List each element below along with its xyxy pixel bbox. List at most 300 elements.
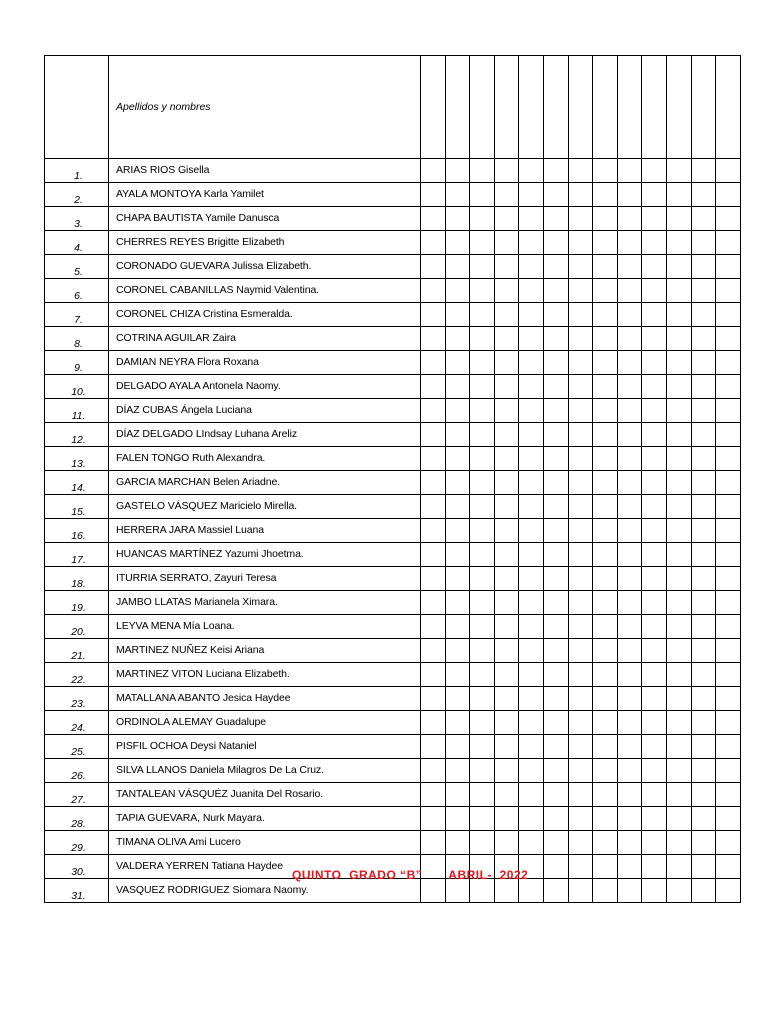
attendance-mark-cell[interactable]	[519, 807, 544, 831]
attendance-mark-cell[interactable]	[543, 207, 568, 231]
attendance-mark-cell[interactable]	[421, 807, 446, 831]
attendance-mark-cell[interactable]	[543, 327, 568, 351]
attendance-mark-cell[interactable]	[642, 831, 667, 855]
attendance-mark-cell[interactable]	[642, 351, 667, 375]
attendance-mark-cell[interactable]	[494, 399, 519, 423]
attendance-mark-cell[interactable]	[617, 303, 642, 327]
attendance-mark-cell[interactable]	[519, 687, 544, 711]
attendance-mark-cell[interactable]	[568, 879, 593, 903]
attendance-mark-cell[interactable]	[470, 447, 495, 471]
attendance-mark-cell[interactable]	[642, 471, 667, 495]
attendance-mark-cell[interactable]	[642, 591, 667, 615]
attendance-mark-cell[interactable]	[691, 663, 716, 687]
attendance-mark-cell[interactable]	[421, 303, 446, 327]
attendance-mark-cell[interactable]	[617, 567, 642, 591]
attendance-mark-cell[interactable]	[543, 303, 568, 327]
attendance-mark-cell[interactable]	[470, 567, 495, 591]
attendance-mark-cell[interactable]	[617, 807, 642, 831]
attendance-mark-cell[interactable]	[519, 327, 544, 351]
attendance-mark-cell[interactable]	[494, 831, 519, 855]
attendance-mark-cell[interactable]	[543, 591, 568, 615]
attendance-mark-cell[interactable]	[593, 783, 618, 807]
attendance-mark-cell[interactable]	[568, 207, 593, 231]
attendance-mark-cell[interactable]	[642, 399, 667, 423]
attendance-mark-cell[interactable]	[519, 567, 544, 591]
attendance-mark-cell[interactable]	[519, 183, 544, 207]
attendance-mark-cell[interactable]	[421, 399, 446, 423]
attendance-mark-cell[interactable]	[421, 495, 446, 519]
attendance-mark-cell[interactable]	[666, 615, 691, 639]
attendance-mark-cell[interactable]	[519, 231, 544, 255]
attendance-mark-cell[interactable]	[494, 447, 519, 471]
attendance-mark-cell[interactable]	[445, 423, 470, 447]
attendance-mark-cell[interactable]	[716, 183, 741, 207]
attendance-mark-cell[interactable]	[543, 375, 568, 399]
attendance-mark-cell[interactable]	[666, 495, 691, 519]
attendance-mark-cell[interactable]	[716, 735, 741, 759]
attendance-mark-cell[interactable]	[716, 279, 741, 303]
attendance-mark-cell[interactable]	[642, 375, 667, 399]
attendance-mark-cell[interactable]	[494, 711, 519, 735]
attendance-mark-cell[interactable]	[691, 519, 716, 543]
attendance-mark-cell[interactable]	[691, 423, 716, 447]
attendance-mark-cell[interactable]	[617, 255, 642, 279]
attendance-mark-cell[interactable]	[716, 615, 741, 639]
attendance-mark-cell[interactable]	[470, 879, 495, 903]
attendance-mark-cell[interactable]	[519, 831, 544, 855]
attendance-mark-cell[interactable]	[445, 279, 470, 303]
attendance-mark-cell[interactable]	[445, 567, 470, 591]
attendance-mark-cell[interactable]	[617, 615, 642, 639]
attendance-mark-cell[interactable]	[519, 663, 544, 687]
attendance-mark-cell[interactable]	[691, 255, 716, 279]
attendance-mark-cell[interactable]	[642, 855, 667, 879]
attendance-mark-cell[interactable]	[617, 471, 642, 495]
attendance-mark-cell[interactable]	[568, 687, 593, 711]
attendance-mark-cell[interactable]	[445, 303, 470, 327]
attendance-mark-cell[interactable]	[470, 711, 495, 735]
attendance-mark-cell[interactable]	[593, 591, 618, 615]
attendance-mark-cell[interactable]	[494, 687, 519, 711]
attendance-mark-cell[interactable]	[691, 447, 716, 471]
attendance-mark-cell[interactable]	[568, 615, 593, 639]
attendance-mark-cell[interactable]	[617, 639, 642, 663]
attendance-mark-cell[interactable]	[470, 279, 495, 303]
attendance-mark-cell[interactable]	[691, 687, 716, 711]
attendance-mark-cell[interactable]	[593, 447, 618, 471]
attendance-mark-cell[interactable]	[568, 711, 593, 735]
attendance-mark-cell[interactable]	[716, 255, 741, 279]
attendance-mark-cell[interactable]	[716, 471, 741, 495]
attendance-mark-cell[interactable]	[666, 711, 691, 735]
attendance-mark-cell[interactable]	[543, 711, 568, 735]
attendance-mark-cell[interactable]	[691, 303, 716, 327]
attendance-mark-cell[interactable]	[666, 375, 691, 399]
attendance-mark-cell[interactable]	[494, 231, 519, 255]
attendance-mark-cell[interactable]	[617, 495, 642, 519]
attendance-mark-cell[interactable]	[691, 207, 716, 231]
attendance-mark-cell[interactable]	[421, 615, 446, 639]
attendance-mark-cell[interactable]	[593, 687, 618, 711]
attendance-mark-cell[interactable]	[445, 351, 470, 375]
attendance-mark-cell[interactable]	[421, 423, 446, 447]
attendance-mark-cell[interactable]	[642, 543, 667, 567]
attendance-mark-cell[interactable]	[642, 735, 667, 759]
attendance-mark-cell[interactable]	[421, 231, 446, 255]
attendance-mark-cell[interactable]	[470, 303, 495, 327]
attendance-mark-cell[interactable]	[593, 807, 618, 831]
attendance-mark-cell[interactable]	[543, 351, 568, 375]
attendance-mark-cell[interactable]	[543, 423, 568, 447]
attendance-mark-cell[interactable]	[617, 543, 642, 567]
attendance-mark-cell[interactable]	[666, 471, 691, 495]
attendance-mark-cell[interactable]	[666, 351, 691, 375]
attendance-mark-cell[interactable]	[568, 567, 593, 591]
attendance-mark-cell[interactable]	[470, 231, 495, 255]
attendance-mark-cell[interactable]	[494, 159, 519, 183]
attendance-mark-cell[interactable]	[445, 879, 470, 903]
attendance-mark-cell[interactable]	[470, 759, 495, 783]
attendance-mark-cell[interactable]	[470, 687, 495, 711]
attendance-mark-cell[interactable]	[593, 351, 618, 375]
attendance-mark-cell[interactable]	[421, 519, 446, 543]
attendance-mark-cell[interactable]	[642, 423, 667, 447]
attendance-mark-cell[interactable]	[691, 615, 716, 639]
attendance-mark-cell[interactable]	[470, 591, 495, 615]
attendance-mark-cell[interactable]	[421, 159, 446, 183]
attendance-mark-cell[interactable]	[593, 663, 618, 687]
attendance-mark-cell[interactable]	[617, 687, 642, 711]
attendance-mark-cell[interactable]	[470, 327, 495, 351]
attendance-mark-cell[interactable]	[543, 663, 568, 687]
attendance-mark-cell[interactable]	[494, 615, 519, 639]
attendance-mark-cell[interactable]	[445, 783, 470, 807]
attendance-mark-cell[interactable]	[470, 471, 495, 495]
attendance-mark-cell[interactable]	[642, 615, 667, 639]
attendance-mark-cell[interactable]	[568, 447, 593, 471]
attendance-mark-cell[interactable]	[642, 183, 667, 207]
attendance-mark-cell[interactable]	[445, 519, 470, 543]
attendance-mark-cell[interactable]	[617, 183, 642, 207]
attendance-mark-cell[interactable]	[421, 351, 446, 375]
attendance-mark-cell[interactable]	[421, 543, 446, 567]
attendance-mark-cell[interactable]	[716, 687, 741, 711]
attendance-mark-cell[interactable]	[568, 735, 593, 759]
attendance-mark-cell[interactable]	[445, 735, 470, 759]
attendance-mark-cell[interactable]	[543, 567, 568, 591]
attendance-mark-cell[interactable]	[593, 303, 618, 327]
attendance-mark-cell[interactable]	[494, 663, 519, 687]
attendance-mark-cell[interactable]	[642, 159, 667, 183]
attendance-mark-cell[interactable]	[519, 375, 544, 399]
attendance-mark-cell[interactable]	[691, 543, 716, 567]
attendance-mark-cell[interactable]	[445, 543, 470, 567]
attendance-mark-cell[interactable]	[666, 879, 691, 903]
attendance-mark-cell[interactable]	[494, 519, 519, 543]
attendance-mark-cell[interactable]	[568, 255, 593, 279]
attendance-mark-cell[interactable]	[642, 327, 667, 351]
attendance-mark-cell[interactable]	[642, 231, 667, 255]
attendance-mark-cell[interactable]	[470, 495, 495, 519]
attendance-mark-cell[interactable]	[716, 351, 741, 375]
attendance-mark-cell[interactable]	[593, 639, 618, 663]
attendance-mark-cell[interactable]	[470, 255, 495, 279]
attendance-mark-cell[interactable]	[593, 615, 618, 639]
attendance-mark-cell[interactable]	[617, 375, 642, 399]
attendance-mark-cell[interactable]	[691, 567, 716, 591]
attendance-mark-cell[interactable]	[691, 855, 716, 879]
attendance-mark-cell[interactable]	[519, 759, 544, 783]
attendance-mark-cell[interactable]	[716, 447, 741, 471]
attendance-mark-cell[interactable]	[494, 735, 519, 759]
attendance-mark-cell[interactable]	[666, 207, 691, 231]
attendance-mark-cell[interactable]	[421, 663, 446, 687]
attendance-mark-cell[interactable]	[470, 831, 495, 855]
attendance-mark-cell[interactable]	[691, 375, 716, 399]
attendance-mark-cell[interactable]	[445, 231, 470, 255]
attendance-mark-cell[interactable]	[593, 735, 618, 759]
attendance-mark-cell[interactable]	[470, 615, 495, 639]
attendance-mark-cell[interactable]	[691, 807, 716, 831]
attendance-mark-cell[interactable]	[666, 255, 691, 279]
attendance-mark-cell[interactable]	[519, 159, 544, 183]
attendance-mark-cell[interactable]	[421, 255, 446, 279]
attendance-mark-cell[interactable]	[543, 447, 568, 471]
attendance-mark-cell[interactable]	[519, 615, 544, 639]
attendance-mark-cell[interactable]	[716, 783, 741, 807]
attendance-mark-cell[interactable]	[421, 879, 446, 903]
attendance-mark-cell[interactable]	[593, 471, 618, 495]
attendance-mark-cell[interactable]	[691, 783, 716, 807]
attendance-mark-cell[interactable]	[519, 639, 544, 663]
attendance-mark-cell[interactable]	[494, 375, 519, 399]
attendance-mark-cell[interactable]	[494, 279, 519, 303]
attendance-mark-cell[interactable]	[445, 759, 470, 783]
attendance-mark-cell[interactable]	[543, 543, 568, 567]
attendance-mark-cell[interactable]	[519, 783, 544, 807]
attendance-mark-cell[interactable]	[593, 375, 618, 399]
attendance-mark-cell[interactable]	[716, 759, 741, 783]
attendance-mark-cell[interactable]	[421, 447, 446, 471]
attendance-mark-cell[interactable]	[519, 255, 544, 279]
attendance-mark-cell[interactable]	[445, 711, 470, 735]
attendance-mark-cell[interactable]	[617, 327, 642, 351]
attendance-mark-cell[interactable]	[642, 255, 667, 279]
attendance-mark-cell[interactable]	[593, 399, 618, 423]
attendance-mark-cell[interactable]	[470, 207, 495, 231]
attendance-mark-cell[interactable]	[642, 303, 667, 327]
attendance-mark-cell[interactable]	[445, 831, 470, 855]
attendance-mark-cell[interactable]	[716, 567, 741, 591]
attendance-mark-cell[interactable]	[642, 687, 667, 711]
attendance-mark-cell[interactable]	[543, 831, 568, 855]
attendance-mark-cell[interactable]	[470, 183, 495, 207]
attendance-mark-cell[interactable]	[445, 255, 470, 279]
attendance-mark-cell[interactable]	[568, 855, 593, 879]
attendance-mark-cell[interactable]	[716, 663, 741, 687]
attendance-mark-cell[interactable]	[543, 495, 568, 519]
attendance-mark-cell[interactable]	[519, 399, 544, 423]
attendance-mark-cell[interactable]	[543, 159, 568, 183]
attendance-mark-cell[interactable]	[519, 447, 544, 471]
attendance-mark-cell[interactable]	[543, 687, 568, 711]
attendance-mark-cell[interactable]	[716, 543, 741, 567]
attendance-mark-cell[interactable]	[691, 279, 716, 303]
attendance-mark-cell[interactable]	[494, 303, 519, 327]
attendance-mark-cell[interactable]	[666, 783, 691, 807]
attendance-mark-cell[interactable]	[593, 855, 618, 879]
attendance-mark-cell[interactable]	[568, 783, 593, 807]
attendance-mark-cell[interactable]	[691, 471, 716, 495]
attendance-mark-cell[interactable]	[470, 543, 495, 567]
attendance-mark-cell[interactable]	[593, 207, 618, 231]
attendance-mark-cell[interactable]	[568, 231, 593, 255]
attendance-mark-cell[interactable]	[445, 495, 470, 519]
attendance-mark-cell[interactable]	[494, 255, 519, 279]
attendance-mark-cell[interactable]	[568, 399, 593, 423]
attendance-mark-cell[interactable]	[593, 711, 618, 735]
attendance-mark-cell[interactable]	[617, 231, 642, 255]
attendance-mark-cell[interactable]	[691, 711, 716, 735]
attendance-mark-cell[interactable]	[593, 543, 618, 567]
attendance-mark-cell[interactable]	[568, 471, 593, 495]
attendance-mark-cell[interactable]	[470, 663, 495, 687]
attendance-mark-cell[interactable]	[642, 447, 667, 471]
attendance-mark-cell[interactable]	[519, 423, 544, 447]
attendance-mark-cell[interactable]	[666, 807, 691, 831]
attendance-mark-cell[interactable]	[470, 519, 495, 543]
attendance-mark-cell[interactable]	[716, 207, 741, 231]
attendance-mark-cell[interactable]	[543, 759, 568, 783]
attendance-mark-cell[interactable]	[666, 831, 691, 855]
attendance-mark-cell[interactable]	[666, 159, 691, 183]
attendance-mark-cell[interactable]	[421, 327, 446, 351]
attendance-mark-cell[interactable]	[716, 231, 741, 255]
attendance-mark-cell[interactable]	[593, 327, 618, 351]
attendance-mark-cell[interactable]	[494, 591, 519, 615]
attendance-mark-cell[interactable]	[519, 471, 544, 495]
attendance-mark-cell[interactable]	[568, 423, 593, 447]
attendance-mark-cell[interactable]	[494, 207, 519, 231]
attendance-mark-cell[interactable]	[691, 879, 716, 903]
attendance-mark-cell[interactable]	[445, 207, 470, 231]
attendance-mark-cell[interactable]	[617, 663, 642, 687]
attendance-mark-cell[interactable]	[568, 639, 593, 663]
attendance-mark-cell[interactable]	[642, 879, 667, 903]
attendance-mark-cell[interactable]	[666, 447, 691, 471]
attendance-mark-cell[interactable]	[494, 639, 519, 663]
attendance-mark-cell[interactable]	[691, 831, 716, 855]
attendance-mark-cell[interactable]	[470, 783, 495, 807]
attendance-mark-cell[interactable]	[543, 879, 568, 903]
attendance-mark-cell[interactable]	[617, 159, 642, 183]
attendance-mark-cell[interactable]	[666, 399, 691, 423]
attendance-mark-cell[interactable]	[691, 159, 716, 183]
attendance-mark-cell[interactable]	[445, 615, 470, 639]
attendance-mark-cell[interactable]	[519, 735, 544, 759]
attendance-mark-cell[interactable]	[543, 279, 568, 303]
attendance-mark-cell[interactable]	[642, 807, 667, 831]
attendance-mark-cell[interactable]	[593, 231, 618, 255]
attendance-mark-cell[interactable]	[494, 471, 519, 495]
attendance-mark-cell[interactable]	[716, 327, 741, 351]
attendance-mark-cell[interactable]	[421, 471, 446, 495]
attendance-mark-cell[interactable]	[494, 807, 519, 831]
attendance-mark-cell[interactable]	[568, 519, 593, 543]
attendance-mark-cell[interactable]	[445, 687, 470, 711]
attendance-mark-cell[interactable]	[593, 495, 618, 519]
attendance-mark-cell[interactable]	[445, 807, 470, 831]
attendance-mark-cell[interactable]	[494, 327, 519, 351]
attendance-mark-cell[interactable]	[666, 303, 691, 327]
attendance-mark-cell[interactable]	[543, 183, 568, 207]
attendance-mark-cell[interactable]	[617, 447, 642, 471]
attendance-mark-cell[interactable]	[470, 639, 495, 663]
attendance-mark-cell[interactable]	[617, 735, 642, 759]
attendance-mark-cell[interactable]	[543, 471, 568, 495]
attendance-mark-cell[interactable]	[568, 759, 593, 783]
attendance-mark-cell[interactable]	[617, 783, 642, 807]
attendance-mark-cell[interactable]	[617, 831, 642, 855]
attendance-mark-cell[interactable]	[519, 351, 544, 375]
attendance-mark-cell[interactable]	[666, 759, 691, 783]
attendance-mark-cell[interactable]	[445, 183, 470, 207]
attendance-mark-cell[interactable]	[519, 495, 544, 519]
attendance-mark-cell[interactable]	[691, 231, 716, 255]
attendance-mark-cell[interactable]	[568, 495, 593, 519]
attendance-mark-cell[interactable]	[666, 855, 691, 879]
attendance-mark-cell[interactable]	[568, 327, 593, 351]
attendance-mark-cell[interactable]	[445, 471, 470, 495]
attendance-mark-cell[interactable]	[691, 735, 716, 759]
attendance-mark-cell[interactable]	[617, 591, 642, 615]
attendance-mark-cell[interactable]	[716, 519, 741, 543]
attendance-mark-cell[interactable]	[617, 351, 642, 375]
attendance-mark-cell[interactable]	[716, 495, 741, 519]
attendance-mark-cell[interactable]	[568, 375, 593, 399]
attendance-mark-cell[interactable]	[617, 207, 642, 231]
attendance-mark-cell[interactable]	[716, 831, 741, 855]
attendance-mark-cell[interactable]	[568, 279, 593, 303]
attendance-mark-cell[interactable]	[445, 327, 470, 351]
attendance-mark-cell[interactable]	[617, 279, 642, 303]
attendance-mark-cell[interactable]	[470, 735, 495, 759]
attendance-mark-cell[interactable]	[691, 759, 716, 783]
attendance-mark-cell[interactable]	[543, 807, 568, 831]
attendance-mark-cell[interactable]	[494, 783, 519, 807]
attendance-mark-cell[interactable]	[642, 759, 667, 783]
attendance-mark-cell[interactable]	[642, 495, 667, 519]
attendance-mark-cell[interactable]	[519, 711, 544, 735]
attendance-mark-cell[interactable]	[642, 519, 667, 543]
attendance-mark-cell[interactable]	[666, 735, 691, 759]
attendance-mark-cell[interactable]	[421, 783, 446, 807]
attendance-mark-cell[interactable]	[421, 711, 446, 735]
attendance-mark-cell[interactable]	[519, 543, 544, 567]
attendance-mark-cell[interactable]	[494, 495, 519, 519]
attendance-mark-cell[interactable]	[617, 855, 642, 879]
attendance-mark-cell[interactable]	[470, 423, 495, 447]
attendance-mark-cell[interactable]	[716, 711, 741, 735]
attendance-mark-cell[interactable]	[666, 591, 691, 615]
attendance-mark-cell[interactable]	[666, 543, 691, 567]
attendance-mark-cell[interactable]	[445, 375, 470, 399]
attendance-mark-cell[interactable]	[470, 375, 495, 399]
attendance-mark-cell[interactable]	[617, 423, 642, 447]
attendance-mark-cell[interactable]	[568, 591, 593, 615]
attendance-mark-cell[interactable]	[470, 351, 495, 375]
attendance-mark-cell[interactable]	[691, 327, 716, 351]
